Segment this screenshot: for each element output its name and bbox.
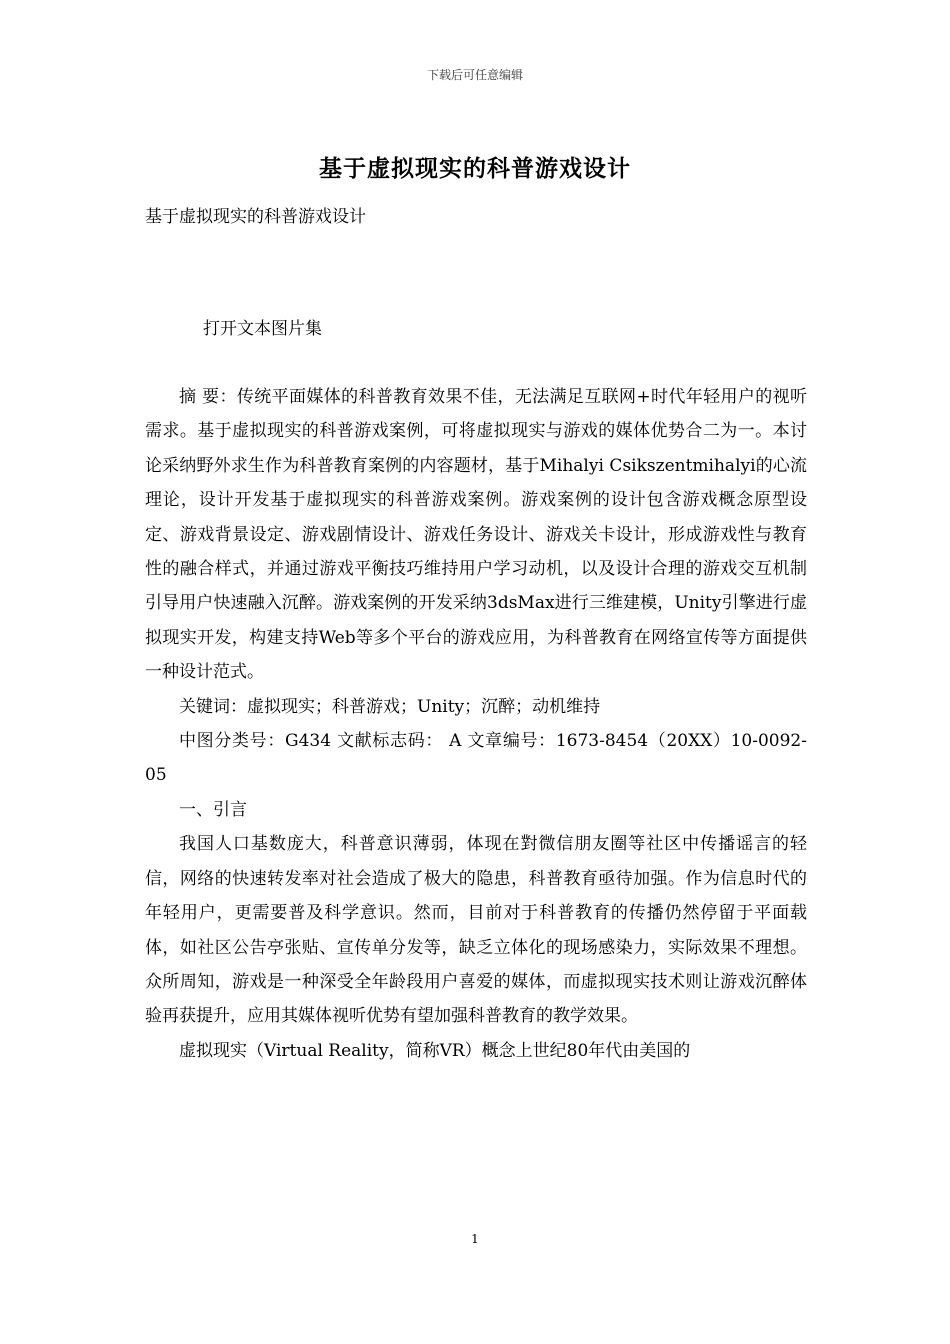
section-heading-introduction: 一、引言 <box>179 799 247 820</box>
open-image-gallery-link[interactable]: 打开文本图片集 <box>203 319 322 339</box>
abstract-paragraph: 摘 要：传统平面媒体的科普教育效果不佳，无法满足互联网+时代年轻用户的视听需求。基于虚拟现实的科普游戏案例，可将虚拟现实与游戏的媒体优势合二为一。本讨论采纳野外求生作为科普教育案例的内容题材，基于Mihalyi Csikszentmihalyi的心流理论，设计开发基于虚拟现实的科普游戏案例。游戏案例的设计包含游戏概念原型设定、游戏背景设定、游戏剧情设计、游戏任务设计、游戏关卡设计，形成游戏性与教育性的融合样式，并通过游戏平衡技巧维持用户学习动机，以及设计合理的游戏交互机制引导用户快速融入沉醉。游戏案例的开发采纳3dsMax进行三维建模，Unity引擎进行虚拟现实开发，构建支持Web等多个平台的游戏应用，为科普教育在网络宣传等方面提供一种设计范式。 <box>145 387 807 683</box>
document-body <box>145 380 807 1068</box>
classification-paragraph: 中图分类号：G434 文献标志码： A 文章编号：1673-8454（20XX）10-0092-05 <box>145 731 807 786</box>
document-subtitle: 基于虚拟现实的科普游戏设计 <box>145 207 366 227</box>
document-title: 基于虚拟现实的科普游戏设计 <box>319 155 631 182</box>
body-paragraph: 我国人口基数庞大，科普意识薄弱，体现在對微信朋友圈等社区中传播谣言的轻信，网络的快速转发率对社会造成了极大的隐患，科普教育亟待加强。作为信息时代的年轻用户，更需要普及科学意识。然而，目前对于科普教育的传播仍然停留于平面载体，如社区公告亭张贴、宣传单分发等，缺乏立体化的现场感染力，实际效果不理想。众所周知，游戏是一种深受全年龄段用户喜爱的媒体，而虚拟现实技术则让游戏沉醉体验再获提升，应用其媒体视听优势有望加强科普教育的教学效果。 <box>145 834 807 1027</box>
header-note: 下载后可任意编辑 <box>426 68 523 82</box>
keywords-paragraph: 关键词：虚拟现实；科普游戏；Unity；沉醉；动机维持 <box>179 696 601 717</box>
body-paragraph: 虚拟现实（Virtual Reality，简称VR）概念上世纪80年代由美国的 <box>179 1040 691 1061</box>
page-number: 1 <box>471 1232 479 1246</box>
